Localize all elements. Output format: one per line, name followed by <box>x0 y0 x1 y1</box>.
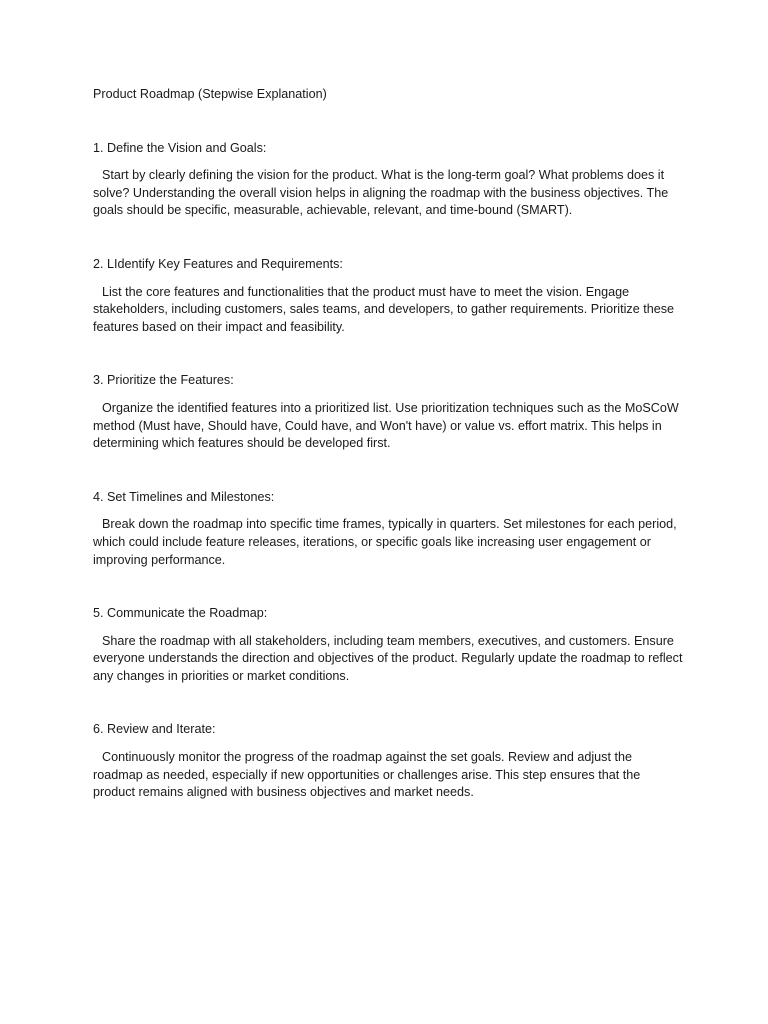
section-communicate-roadmap <box>93 605 683 685</box>
section-body: Continuously monitor the progress of the roadmap against the set goals. Review and adjust the roadmap as needed, especially if new opportunities or challenges arise. This step ensures that the product remains aligned with business objectives and market needs. <box>93 750 641 800</box>
section-prioritize-features <box>93 372 683 452</box>
section-heading: 6. Review and Iterate: <box>93 722 216 737</box>
section-heading: 3. Prioritize the Features: <box>93 373 234 388</box>
document-title: Product Roadmap (Stepwise Explanation) <box>93 87 327 101</box>
section-heading: 2. LIdentify Key Features and Requirements: <box>93 256 343 271</box>
section-review-iterate <box>93 721 683 801</box>
section-heading: 4. Set Timelines and Milestones: <box>93 489 275 504</box>
section-heading: 5. Communicate the Roadmap: <box>93 606 268 621</box>
section-body: Start by clearly defining the vision for the product. What is the long-term goal? What problems does it solve? Understanding the overall vision helps in aligning the roadmap with the business objectives. The goals should be specific, measurable, achievable, relevant, and time-bound (SMART). <box>93 168 669 218</box>
document-page <box>93 86 683 838</box>
section-body: Break down the roadmap into specific time frames, typically in quarters. Set milestones for each period, which could include feature releases, iterations, or specific goals like increasing user engagement or improving performance. <box>93 517 677 567</box>
section-body: List the core features and functionalities that the product must have to meet the vision. Engage stakeholders, including customers, sales teams, and developers, to gather requirements. Prioritize these features based on their impact and feasibility. <box>93 284 675 334</box>
section-identify-features <box>93 256 683 336</box>
section-heading: 1. Define the Vision and Goals: <box>93 140 267 155</box>
section-body: Share the roadmap with all stakeholders, including team members, executives, and customers. Ensure everyone understands the direction and objectives of the product. Regularly update the roadmap to reflect any changes in priorities or market conditions. <box>93 633 683 683</box>
section-timelines-milestones <box>93 489 683 569</box>
section-body: Organize the identified features into a prioritized list. Use prioritization techniques such as the MoSCoW method (Must have, Should have, Could have, and Won't have) or value vs. effort matrix. This helps in determining which features should be developed first. <box>93 400 679 451</box>
section-define-vision <box>93 140 683 220</box>
